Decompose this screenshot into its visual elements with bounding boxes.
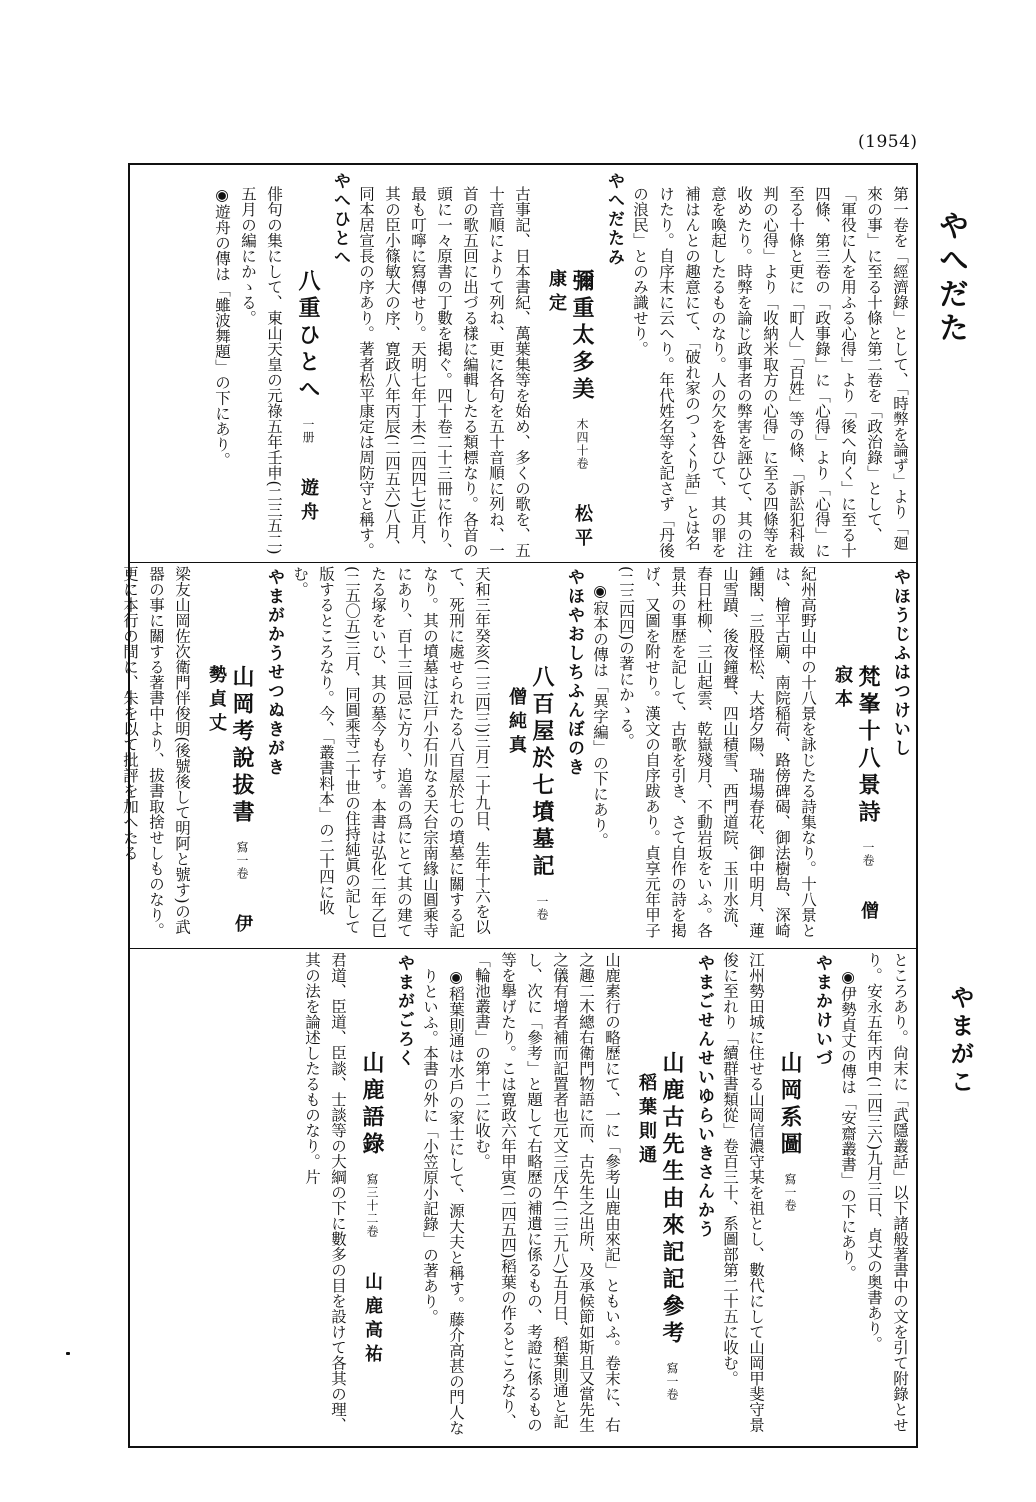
entry-author: 僧純真	[506, 686, 527, 759]
entry-reading: やほやおしちふんぼのき	[564, 568, 584, 777]
entry-body: 山鹿素行の略歷にて、一に「參考山鹿由來記」ともいふ。卷末に、右之趣二木總右衛門物語に而、古先生之出所、及承候節如斯且又當先生之儀有增者補而記置者也元文三戊午(二三九八)五月日、稻葉則通と記し、次に「參考」と題して右略歷の補遺に係るもの、考證に係るもの等を擧げたり。こは寛政六年甲寅(二四五四)稻葉の作るところなり、「輪池叢書」の第十二に收む。	[473, 952, 621, 1433]
entry-body: 古事記、日本書紀、萬葉集等を始め、多くの歌を、五十音順によりて列ね、更に各句を五十音順に列ね、一首の歌五回に出づる樣に編輯したる類標なり。各首の頭に一々原書の丁數を掲ぐ。四十卷二十三冊に作り、最も叮嚀に寫傳せり。天明七年丁未(二四四七)正月、其の臣小篠敏大の序、寛政八年丙辰(二四五六)八月、同本居宣長の序あり。著者松平康定は周防守と稱す。	[357, 185, 531, 558]
entry-title: 山岡考說拔書寫一卷伊勢貞丈	[206, 665, 255, 938]
entry-body: 俳句の集にして、東山天皇の元祿五年壬申(二三五二)五月の編にかゝる。	[239, 185, 283, 555]
entry-title: 八百屋於七墳墓記一卷僧純真	[506, 665, 555, 922]
entry-reading: やほうじふはつけいし	[890, 568, 910, 758]
entry-body: 紀州高野山中の十八景を詠じたる詩集なり。十八景とは、檜平古廟、南院稲荷、路傍碑碣、御法樹島、深崎鍾閣、三股怪松、大塔夕陽、瑞場春花、御中明月、蓮山雪蹟、後夜鐘聲、四山積雪、西門道院、玉川水流、春日杜柳、三山起雲、乾嶽殘月、不動岩坂をいふ。各景共の事歴を記して、古歌を引き、さて自作の詩を掲げ、又圖を附せり。漢文の自序跋あり。貞享元年甲子(二三四四)の著にかゝる。	[617, 566, 817, 938]
entry-meta: 一卷	[535, 895, 549, 922]
entry-title: 八重ひとへ一册遊舟	[295, 269, 321, 526]
entry-body: 江州勢田城に住せる山岡信濃守某を祖とし、數代にして山岡甲斐守景俊に至れり「續群書類從」卷百三十、系圖部第二十五に收む。	[721, 952, 765, 1433]
entry-body: 君道、臣道、臣談、士談等の大綱の下に數多の目を設けて各其の理、其の法を論述したるものなり。片	[303, 952, 347, 1433]
entry-body: 梁友山岡佐次衛門伴俊明(後號後して明阿と號す)の武器の事に關する著書中より、拔書取捨せしものなり。更に本行の間に、朱を以て批評を加へたる	[121, 566, 191, 938]
entry-meta: 一卷	[861, 841, 875, 868]
entry-meta: 寫一卷	[783, 1173, 797, 1213]
entry-author: 稻葉則通	[636, 1072, 657, 1169]
entry-note: ◉伊勢貞丈の傳は「安齋叢書」の下にあり。	[839, 967, 857, 1280]
band-divider	[130, 948, 916, 949]
headword-top: やへだた	[933, 210, 968, 346]
band-divider	[130, 562, 916, 563]
entry-author: 僧寂本	[832, 665, 879, 925]
entry-author: 遊舟	[298, 477, 319, 526]
text-band-top	[133, 170, 913, 560]
entry-title: 山鹿古先生由來記記參考寫一卷稻葉則通	[636, 1051, 685, 1402]
entry-note: ◉稻葉則通は水戶の家士にして、源大夫と稱す。藤介高甚の門人なりといふ。本書の外に「小笠原小記錄」の著あり。	[421, 967, 465, 1435]
entry-reading: やへだたみ	[604, 172, 624, 267]
entry-title: 梵峯十八景詩一卷僧寂本	[832, 665, 881, 925]
entry-reading: やまがかうせつぬきがき	[264, 568, 284, 777]
text-band-bottom	[133, 952, 913, 1442]
headword-bottom: やまがこ	[946, 985, 975, 1097]
entry-reading: やまがごろく	[394, 954, 414, 1068]
entry-author: 伊勢貞丈	[206, 665, 253, 938]
entry-title: 彌重太多美木四十卷松平康定	[546, 269, 595, 552]
entry-note: ◉遊舟の傳は「雖波舞題」の下にあり。	[213, 185, 231, 467]
entry-body: 第一卷を「經濟錄」として、「時弊を論ず」より「廻來の事」に至る十條と第二卷を「政治錄」として、「軍役に人を用ふる心得」より「後へ向く」に至る十四條、第三卷の「政事錄」に「心得」より「心得」に至る十條と更に「町人」「百姓」等の條、「訴訟犯科裁判の心得」より「收納米取方の心得」に至る四條等を收めたり。時弊を論じ政事者の弊害を誣ひて、其の注意を喚起したるものなり。人の欠を咎ひて、其の罪を補はんとの趣意にて、「破れ家のつゝくり話」とは名けたり。自序末に云へり。年代姓名等を記さず「丹後の浪民」とのみ識せり。	[631, 185, 909, 558]
entry-reading: やまごせんせいゆらいきさんかう	[694, 954, 714, 1239]
text-band-middle	[121, 566, 913, 942]
page-number: (1954)	[858, 132, 918, 152]
entry-meta: 木四十卷	[575, 418, 589, 471]
ink-speck	[66, 1352, 70, 1355]
entry-body: ところあり。尙末に「武隱叢話」以下諸般著書中の文を引て附錄とせり。安永五年丙申(二四三六)九月三日、貞丈の奥書あり。	[865, 952, 909, 1433]
entry-meta: 寫一卷	[665, 1362, 679, 1402]
entry-reading: やへひとへ	[330, 172, 350, 267]
entry-note: ◉寂本の傳は「異字編」の下にあり。	[591, 581, 609, 848]
entry-author: 松平康定	[546, 269, 593, 552]
entry-meta: 寫三十二卷	[365, 1173, 379, 1239]
entry-author: 山鹿高祐	[362, 1271, 383, 1368]
entry-body: 天和三年癸亥(二三四三)三月二十九日、生年十六を以て、死刑に處せられたる八百屋於七の墳墓に關する記なり。其の墳墓は江戸小石川なる天台宗南緣山圓乘寺にあり、百十三回忌に方り、追善の爲にとて其の建てたる塚をいひ、其の墓今も存す。本書は弘化二年乙巳(二五〇五)三月、同圓乘寺二十世の住持純眞の記して版するところなり。今、「叢書料本」の二十四に收む。	[291, 566, 491, 938]
entry-title: 山鹿語錄寫三十二卷山鹿高祐	[359, 1051, 385, 1368]
entry-meta: 一册	[301, 418, 315, 445]
entry-title: 山岡系圖寫一卷	[777, 1051, 803, 1213]
entry-meta: 寫一卷	[235, 841, 249, 881]
entry-reading: やまかけいづ	[812, 954, 832, 1068]
